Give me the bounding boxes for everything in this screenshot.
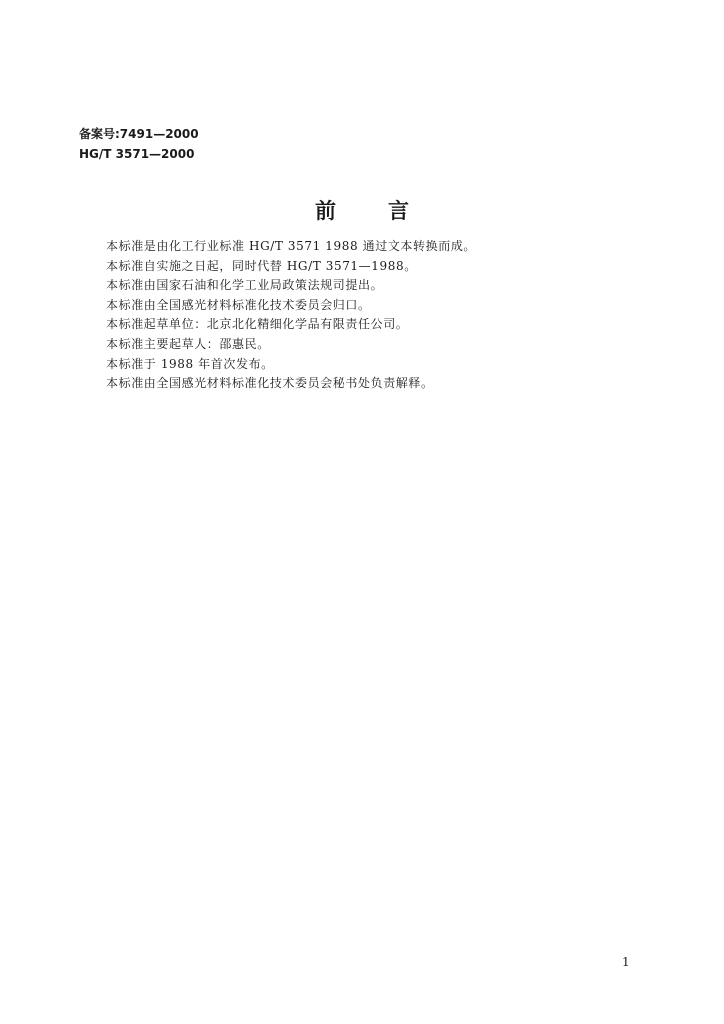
foreword-paragraph: 本标准由全国感光材料标准化技术委员会归口。: [106, 297, 371, 312]
foreword-paragraph: 本标准起草单位：北京北化精细化学品有限责任公司。: [106, 317, 409, 332]
foreword-paragraph: 本标准自实施之日起，同时代替 HG/T 3571—1988。: [106, 258, 417, 273]
standard-code: HG/T 3571—2000: [79, 147, 195, 161]
foreword-paragraph: 本标准主要起草人：邵惠民。: [106, 336, 270, 351]
record-number: 备案号:7491—2000: [79, 127, 199, 141]
document-header: [79, 124, 199, 164]
page-title: 前言: [315, 198, 461, 223]
foreword-paragraph: 本标准由国家石油和化学工业局政策法规司提出。: [106, 278, 384, 293]
page-number: 1: [622, 955, 630, 969]
foreword-paragraph: 本标准是由化工行业标准 HG/T 3571 1988 通过文本转换而成。: [106, 239, 477, 253]
foreword-paragraph: 本标准由全国感光材料标准化技术委员会秘书处负责解释。: [106, 376, 434, 391]
foreword-body: [106, 237, 666, 394]
foreword-paragraph: 本标准于 1988 年首次发布。: [106, 356, 274, 371]
